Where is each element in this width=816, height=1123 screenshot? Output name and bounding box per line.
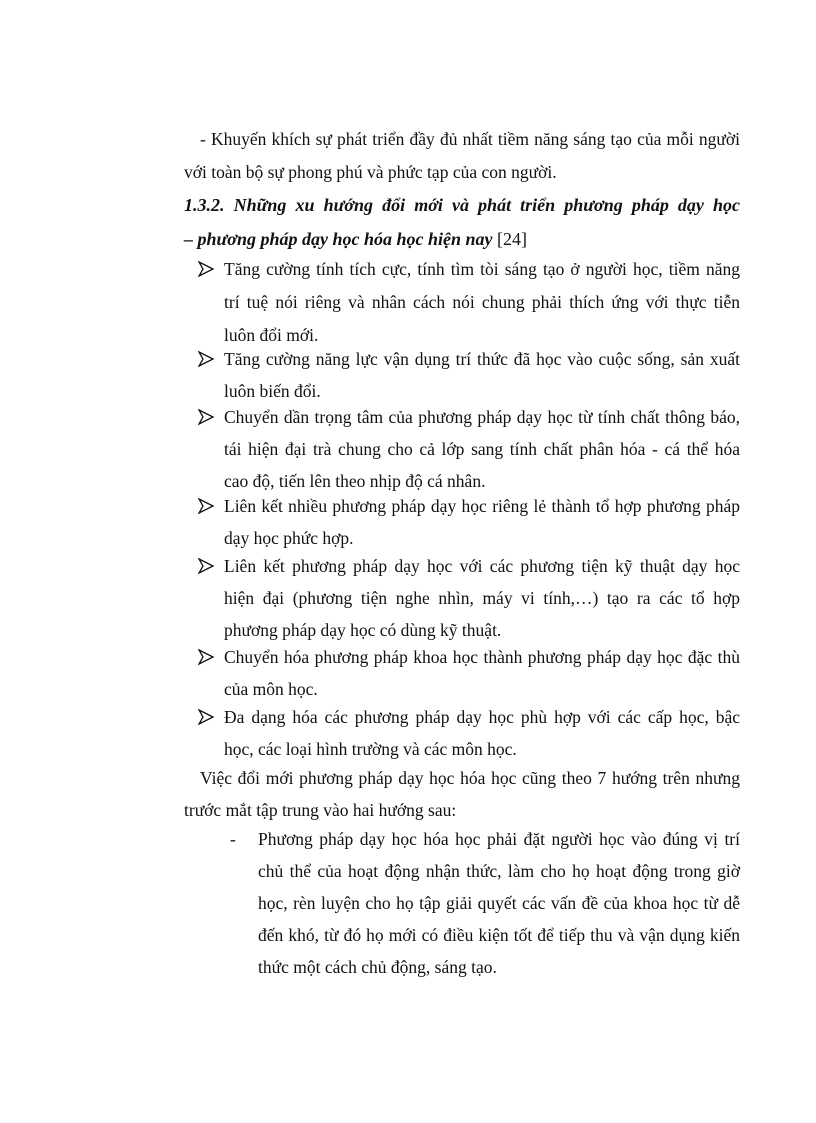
section-heading-text: – phương pháp dạy học hóa học hiện nay: [184, 229, 493, 249]
paragraph-line-2: trước mắt tập trung vào hai hướng sau:: [184, 800, 457, 820]
dash-marker: -: [230, 829, 236, 849]
section-heading-line-1: 1.3.2. Những xu hướng đổi mới và phát triển phương pháp dạy học: [184, 195, 740, 215]
dash-item-line-3: học, rèn luyện cho họ tập giải quyết các vấn đề của khoa học từ dễ: [258, 893, 740, 913]
dash-item-line-2: chủ thể của hoạt động nhận thức, làm cho họ hoạt động trong giờ: [258, 861, 740, 881]
arrow-bullet-icon: [198, 409, 214, 425]
bullet-2-line-1: Tăng cường năng lực vận dụng trí thức đã học vào cuộc sống, sản xuất: [224, 349, 740, 369]
arrow-bullet-icon: [198, 709, 214, 725]
bullet-5-line-3: phương pháp dạy học có dùng kỹ thuật.: [224, 620, 502, 640]
section-heading-line-2: [184, 228, 527, 250]
arrow-bullet-icon: [198, 649, 214, 665]
dash-item-line-5: thức một cách chủ động, sáng tạo.: [258, 957, 497, 977]
bullet-3-line-3: cao độ, tiến lên theo nhịp độ cá nhân.: [224, 471, 486, 491]
bullet-4-line-1: Liên kết nhiều phương pháp dạy học riêng lẻ thành tổ hợp phương pháp: [224, 496, 740, 516]
dash-item-line-1: Phương pháp dạy học hóa học phải đặt người học vào đúng vị trí: [258, 829, 740, 849]
bullet-6-line-2: của môn học.: [224, 679, 318, 699]
bullet-7-line-2: học, các loại hình trường và các môn học.: [224, 739, 517, 759]
arrow-bullet-icon: [198, 558, 214, 574]
intro-line-2: với toàn bộ sự phong phú và phức tạp của con người.: [184, 162, 557, 182]
arrow-bullet-icon: [198, 261, 214, 277]
bullet-5-line-1: Liên kết phương pháp dạy học với các phương tiện kỹ thuật dạy học: [224, 556, 740, 576]
bullet-4-line-2: dạy học phức hợp.: [224, 528, 354, 548]
bullet-3-line-2: tái hiện đại trà chung cho cả lớp sang tính chất phân hóa - cá thể hóa: [224, 439, 740, 459]
bullet-1-line-1: Tăng cường tính tích cực, tính tìm tòi sáng tạo ở người học, tiềm năng: [224, 259, 740, 279]
arrow-bullet-icon: [198, 351, 214, 367]
intro-line-1: - Khuyến khích sự phát triển đầy đủ nhất tiềm năng sáng tạo của mỗi người: [200, 129, 740, 149]
citation-ref: [24]: [492, 229, 527, 249]
arrow-bullet-icon: [198, 498, 214, 514]
bullet-5-line-2: hiện đại (phương tiện nghe nhìn, máy vi tính,…) tạo ra các tổ hợp: [224, 588, 740, 608]
dash-item-line-4: đến khó, từ đó họ mới có điều kiện tốt để tiếp thu và vận dụng kiến: [258, 925, 740, 945]
bullet-6-line-1: Chuyển hóa phương pháp khoa học thành phương pháp dạy học đặc thù: [224, 647, 740, 667]
bullet-7-line-1: Đa dạng hóa các phương pháp dạy học phù hợp với các cấp học, bậc: [224, 707, 740, 727]
bullet-1-line-3: luôn đổi mới.: [224, 325, 319, 345]
bullet-3-line-1: Chuyển dần trọng tâm của phương pháp dạy học từ tính chất thông báo,: [224, 407, 740, 427]
paragraph-line-1: Việc đổi mới phương pháp dạy học hóa học cũng theo 7 hướng trên nhưng: [200, 768, 740, 788]
bullet-2-line-2: luôn biến đổi.: [224, 381, 321, 401]
bullet-1-line-2: trí tuệ nói riêng và nhân cách nói chung phải thích ứng với thực tiễn: [224, 292, 740, 312]
